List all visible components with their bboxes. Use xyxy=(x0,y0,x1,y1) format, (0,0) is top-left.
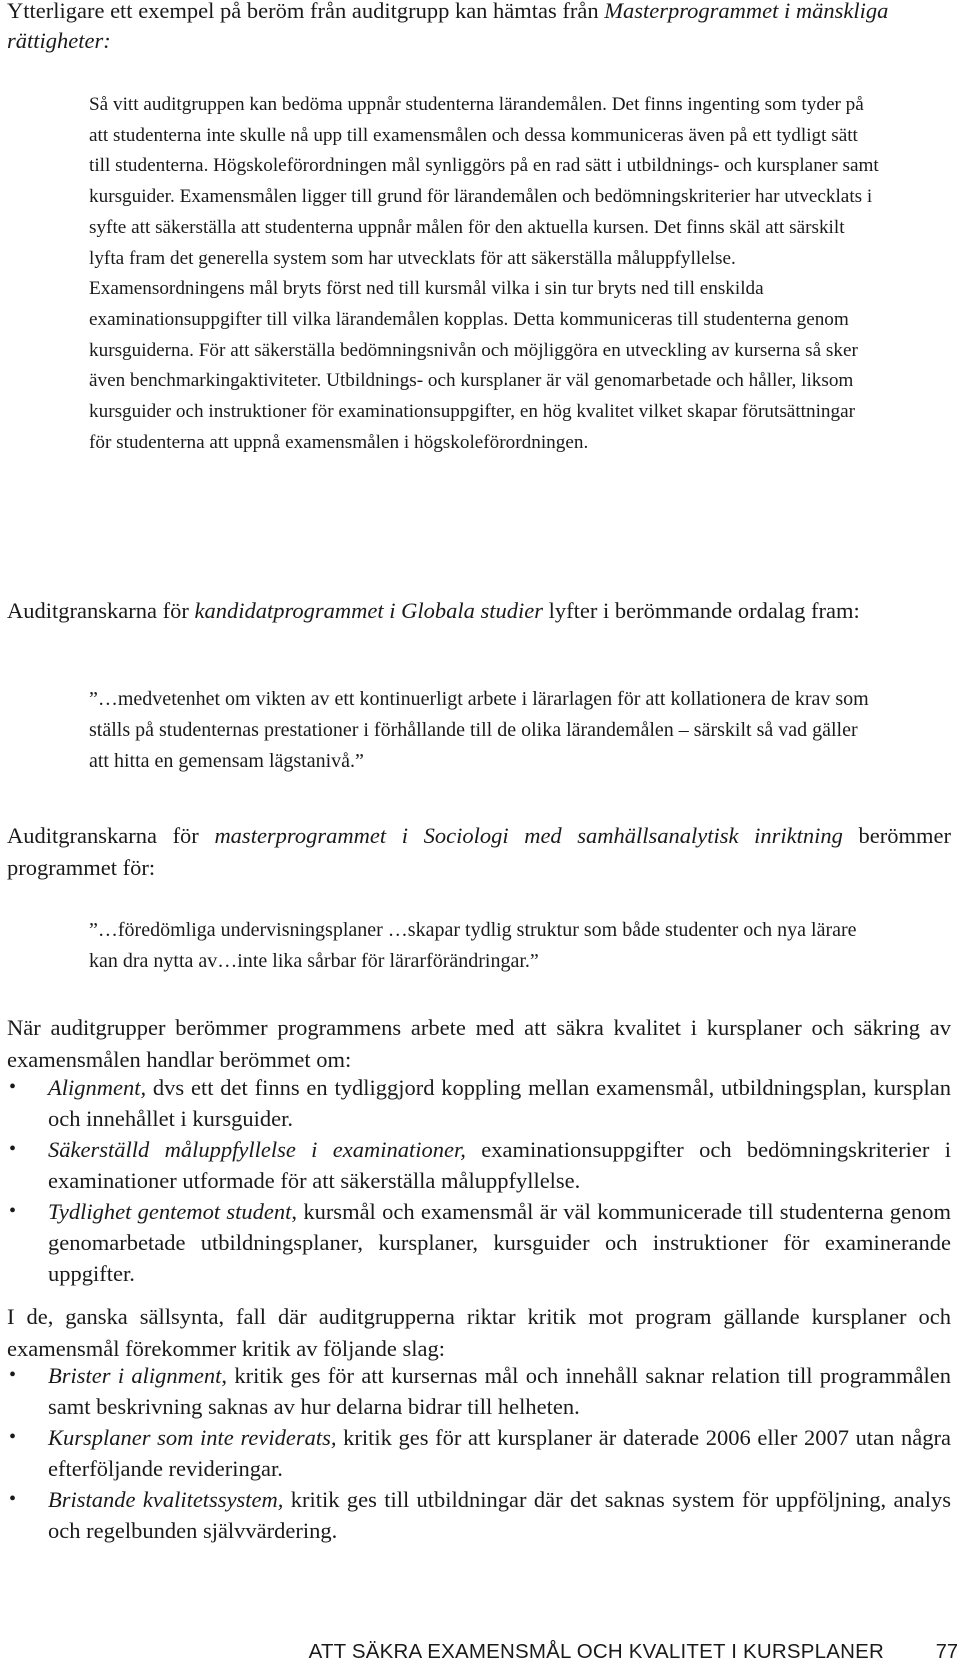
list-item-term: Brister i alignment xyxy=(48,1363,222,1388)
list-item-text: , kritik ges för att kursernas mål och innehåll saknar relation till programmålen samt beskrivning saknas av hur delarna bidrar till helheten. xyxy=(48,1363,951,1419)
list-item xyxy=(7,1072,951,1134)
list-item-text: , kursmål och examensmål är väl kommunicerade till studenterna genom genomarbetade utbildningsplaner, kursplaner, kursguider och instruktioner för examinerande uppgifter. xyxy=(48,1199,951,1286)
page-footer xyxy=(0,1640,960,1670)
list-item-text: dvs ett det finns en tydliggjord koppling mellan examensmål, utbildningsplan, kursplan och innehållet i kursguider. xyxy=(48,1075,951,1131)
list-item-text: examinationsuppgifter och bedömningskriterier i examinationer utformade för att säkerställa måluppfyllelse. xyxy=(48,1137,951,1193)
paragraph-berom-intro: När auditgrupper berömmer programmens arbete med att säkra kvalitet i kursplaner och säkring av examensmålen handlar berömmet om: xyxy=(7,1015,951,1072)
para2-after: berömmer programmet för: xyxy=(7,823,951,880)
paragraph-globala-studier xyxy=(7,595,951,627)
para2-before: Auditgranskarna för xyxy=(7,823,215,848)
bullet-icon: • xyxy=(9,1364,17,1386)
list-item-term: Tydlighet gentemot student xyxy=(48,1199,292,1224)
quote-masterprogram-manskliga-rattigheter: Så vitt auditgruppen kan bedöma uppnår studenterna lärandemålen. Det finns ingenting som tyder på att studenterna inte skulle nå upp till examensmålen och dessa kommuniceras även på ett tydligt sätt till studenterna. Högskoleförordningen mål synliggörs på en rad sätt i utbildnings- och kursplaner samt kursguider. Examensmålen ligger till grund för lärandemålen och bedömningskriterier har utvecklats i syfte att säkerställa att studenterna uppnår målen för den aktuella kursen. Det finns skäl att särskilt lyfta fram det generella system som har utvecklats för att säkerställa måluppfyllelse. Examensordningens mål bryts först ned till kursmål vilka i sin tur bryts ned till enskilda examinationsuppgifter till vilka lärandemålen kopplas. Detta kommuniceras till studenterna genom kursguiderna. För att säkerställa bedömningsnivån och möjliggöra en utveckling av kurserna så sker även benchmarkingaktiviteter. Utbildnings- och kursplaner är väl genomarbetade och håller, liksom kursguider och instruktioner för examinationsuppgifter, en hög kvalitet vilket skapar förutsättningar för studenterna att uppnå examensmålen i högskoleförordningen. xyxy=(89,94,879,453)
bullet-icon: • xyxy=(9,1488,17,1510)
list-item-text: kritik ges till utbildningar där det saknas system för uppföljning, analys och regelbunden självvärdering. xyxy=(48,1487,951,1543)
bullet-icon: • xyxy=(9,1138,17,1160)
list-item-term: Kursplaner som inte reviderats, xyxy=(48,1425,337,1450)
quote-globala-studier: ”…medvetenhet om vikten av ett kontinuerligt arbete i lärarlagen för att kollationera de krav som ställs på studenternas prestationer i förhållande till de olika lärandemålen – särskilt så vad gäller att hitta en gemensam lägstanivå.” xyxy=(89,688,869,772)
bullet-icon: • xyxy=(9,1426,17,1448)
bullet-icon: • xyxy=(9,1076,17,1098)
paragraph-kritik-intro: I de, ganska sällsynta, fall där auditgrupperna riktar kritik mot program gällande kursplaner och examensmål förekommer kritik av följande slag: xyxy=(7,1304,951,1361)
para1-after: lyfter i berömmande ordalag fram: xyxy=(542,598,860,623)
page-number: 77 xyxy=(935,1641,958,1663)
bullet-icon: • xyxy=(9,1200,17,1222)
para1-program-name: kandidatprogrammet i Globala studier xyxy=(194,598,543,623)
list-item xyxy=(7,1196,951,1289)
critique-bullet-list xyxy=(7,1360,951,1546)
list-item-text: kritik ges för att kursplaner är daterade 2006 eller 2007 utan några efterföljande revideringar. xyxy=(48,1425,951,1481)
list-item xyxy=(7,1134,951,1196)
intro-text: Ytterligare ett exempel på beröm från auditgrupp kan hämtas från xyxy=(7,0,605,23)
paragraph-sociologi xyxy=(7,820,951,884)
para2-program-name: masterprogrammet i Sociologi med samhällsanalytisk inriktning xyxy=(214,823,843,848)
intro-paragraph xyxy=(7,0,957,56)
intro-program-name: Masterprogrammet i mänskliga rättigheter: xyxy=(7,0,889,53)
quote-sociologi: ”…föredömliga undervisningsplaner …skapar tydlig struktur som både studenter och nya lärare kan dra nytta av…inte lika sårbar för lärarförändringar.” xyxy=(89,919,857,972)
para1-before: Auditgranskarna för xyxy=(7,598,195,623)
list-item-term: Alignment, xyxy=(48,1075,147,1100)
list-item-term: Säkerställd måluppfyllelse i examinationer, xyxy=(48,1137,466,1162)
list-item xyxy=(7,1422,951,1484)
list-item xyxy=(7,1484,951,1546)
list-item xyxy=(7,1360,951,1422)
list-item-term: Bristande kvalitetssystem, xyxy=(48,1487,284,1512)
running-footer-title: ATT SÄKRA EXAMENSMÅL OCH KVALITET I KURSPLANER xyxy=(308,1640,884,1663)
praise-bullet-list xyxy=(7,1072,951,1289)
